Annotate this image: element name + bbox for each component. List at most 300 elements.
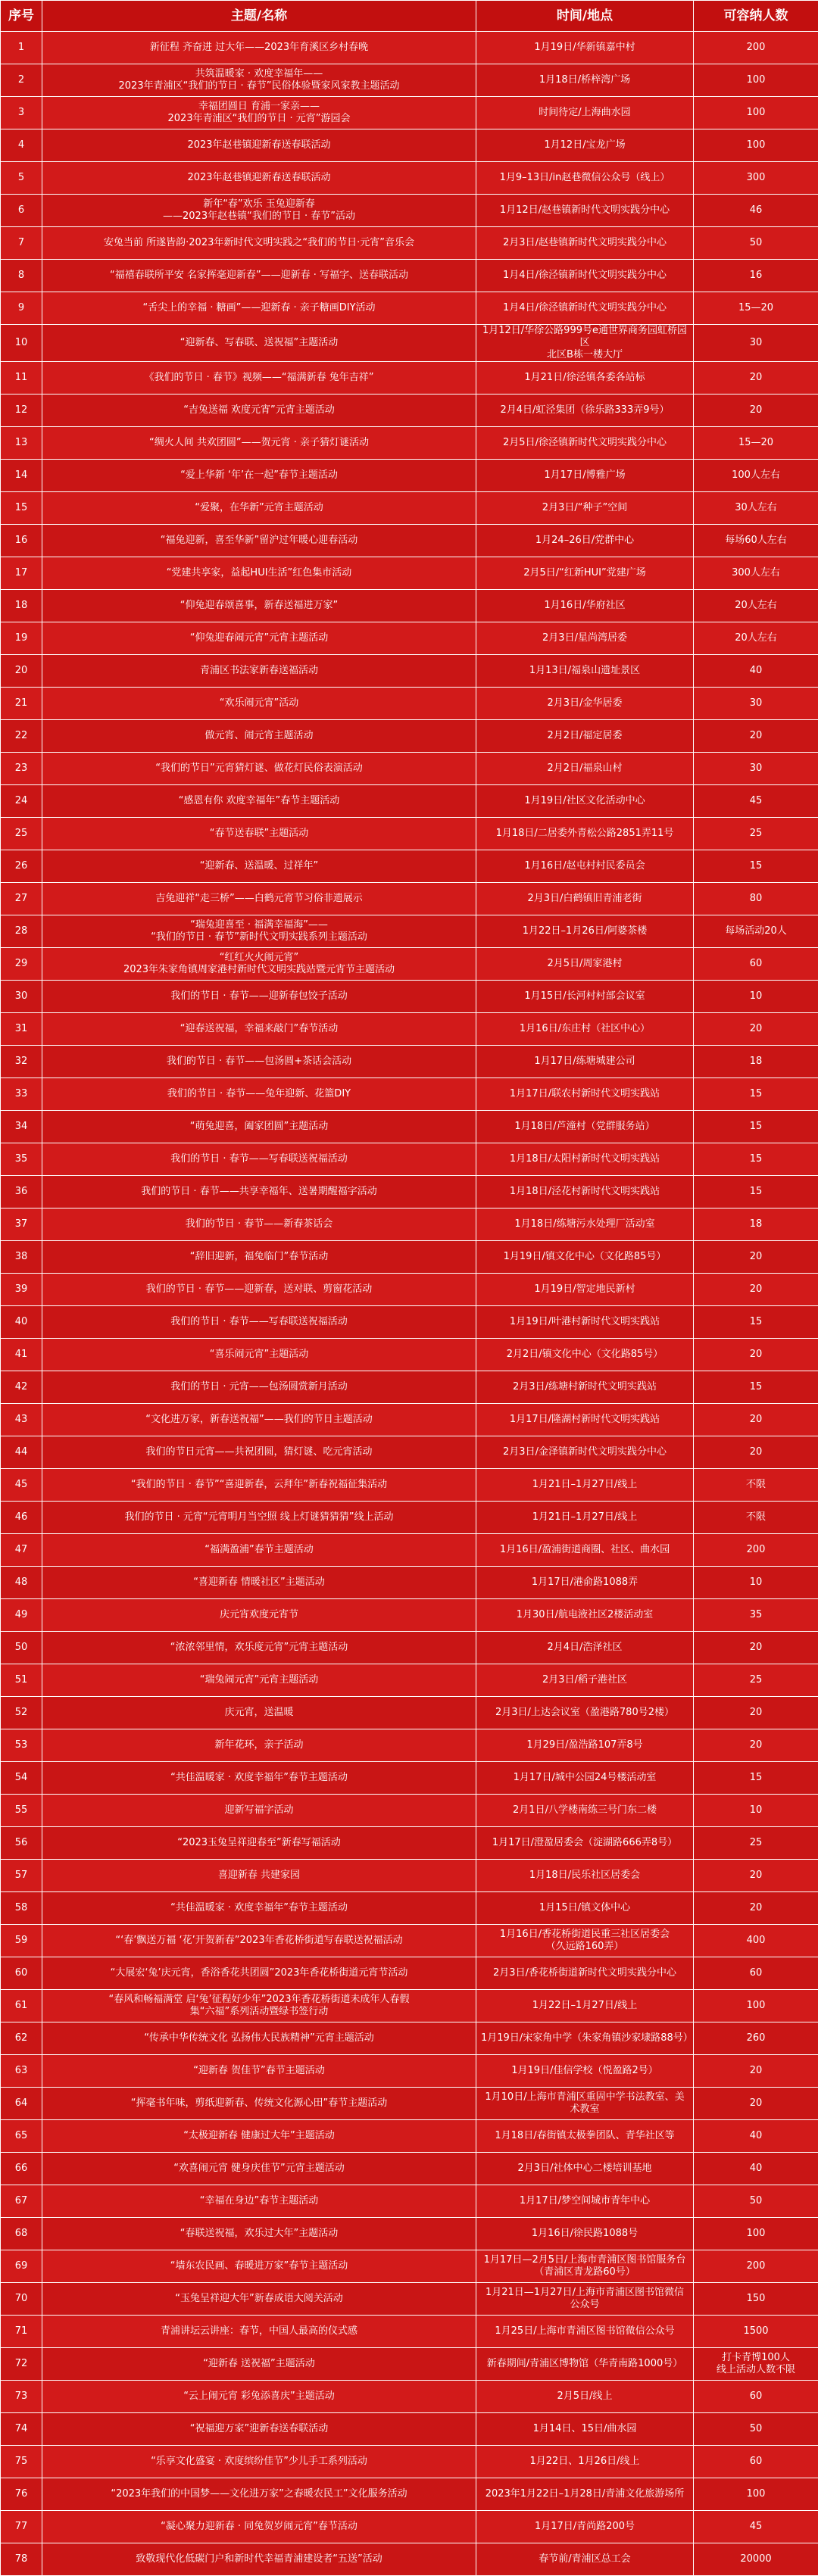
row-title-cell: “文化进万家，新春送祝福”——我们的节日主题活动 [42, 1404, 476, 1436]
row-capacity-cell: 15 [694, 1111, 818, 1143]
row-time-place-cell: 2月2日/镇文化中心（文化路85号） [476, 1339, 694, 1371]
table-row [1, 492, 818, 525]
row-title-cell: “太极迎新春 健康过大年”主题活动 [42, 2120, 476, 2153]
row-title-cell: 我们的节日 · 春节——迎新春包饺子活动 [42, 981, 476, 1013]
row-title-cell: 共筑温暖家 · 欢度幸福年—— 2023年青浦区“我们的节日 · 春节”民俗体验暨家风家教主题活动 [42, 64, 476, 97]
row-time-place-cell: 2月3日/香花桥街道新时代文明实践分中心 [476, 1957, 694, 1990]
row-title-cell: 青浦讲坛云讲座：春节，中国人最高的仪式感 [42, 2316, 476, 2348]
row-number-cell: 31 [1, 1013, 42, 1046]
row-time-place-cell: 1月22日–1月27日/线上 [476, 1990, 694, 2022]
table-row [1, 2446, 818, 2478]
row-time-place-cell: 1月18日/春街镇太极拳团队、青华社区等 [476, 2120, 694, 2153]
row-capacity-cell: 100 [694, 129, 818, 162]
row-capacity-cell: 20 [694, 1274, 818, 1306]
row-capacity-cell: 20 [694, 1729, 818, 1762]
row-number-cell: 42 [1, 1371, 42, 1404]
row-number-cell: 70 [1, 2283, 42, 2316]
table-row [1, 981, 818, 1013]
table-row [1, 1502, 818, 1534]
row-number-cell: 8 [1, 260, 42, 292]
row-title-cell: “绸火人间 共欢团圆”——贺元宵 · 亲子猜灯谜活动 [42, 427, 476, 460]
row-time-place-cell: 2月3日/上达会议室（盈港路780号2楼） [476, 1697, 694, 1729]
table-row [1, 1306, 818, 1339]
row-title-cell: “福兔迎新，喜至华新”留沪过年暖心迎春活动 [42, 525, 476, 557]
row-capacity-cell: 15 [694, 1306, 818, 1339]
row-title-cell: “我们的节日”元宵猜灯谜、做花灯民俗表演活动 [42, 753, 476, 785]
row-capacity-cell: 60 [694, 1957, 818, 1990]
row-capacity-cell: 16 [694, 260, 818, 292]
row-title-cell: “萌兔迎喜，阖家团圆”主题活动 [42, 1111, 476, 1143]
row-number-cell: 45 [1, 1469, 42, 1502]
row-capacity-cell: 1500 [694, 2316, 818, 2348]
table-row [1, 1632, 818, 1664]
table-row [1, 1469, 818, 1502]
row-capacity-cell: 30 [694, 753, 818, 785]
row-title-cell: 青浦区书法家新春送福活动 [42, 655, 476, 688]
row-capacity-cell: 20 [694, 1632, 818, 1664]
row-capacity-cell: 200 [694, 1534, 818, 1567]
row-title-cell: 庆元宵欢度元宵节 [42, 1599, 476, 1632]
row-title-cell: “祝福迎万家”迎新春送春联活动 [42, 2413, 476, 2446]
table-body [1, 32, 818, 2576]
row-time-place-cell: 2月4日/浩泽社区 [476, 1632, 694, 1664]
table-row [1, 1729, 818, 1762]
row-time-place-cell: 1月4日/徐泾镇新时代文明实践分中心 [476, 292, 694, 325]
row-capacity-cell: 30人左右 [694, 492, 818, 525]
row-time-place-cell: 1月19日/华新镇嘉中村 [476, 32, 694, 64]
row-title-cell: 幸福团圆日 育浦一家亲—— 2023年青浦区“我们的节日 · 元宵”游园会 [42, 97, 476, 129]
table-row [1, 1078, 818, 1111]
row-number-cell: 48 [1, 1567, 42, 1599]
row-title-cell: “2023年我们的中国梦——文化进万家”之春暖农民工”文化服务活动 [42, 2478, 476, 2511]
row-time-place-cell: 1月17日/城中公园24号楼活动室 [476, 1762, 694, 1795]
row-title-cell: “春节送春联”主题活动 [42, 818, 476, 850]
row-number-cell: 73 [1, 2381, 42, 2413]
row-time-place-cell: 1月19日/佳信学校（悦盈路2号） [476, 2055, 694, 2088]
table-row [1, 292, 818, 325]
row-time-place-cell: 2月2日/福泉山村 [476, 753, 694, 785]
row-title-cell: “红红火火闹元宵” 2023年朱家角镇周家港村新时代文明实践站暨元宵节主题活动 [42, 948, 476, 981]
row-title-cell: “‘春’飘送万福 ‘花’开贺新春”2023年香花桥街道写春联送祝福活动 [42, 1925, 476, 1957]
row-number-cell: 19 [1, 622, 42, 655]
header-title: 主题/名称 [42, 1, 476, 32]
table-row [1, 1860, 818, 1892]
table-row [1, 32, 818, 64]
row-time-place-cell: 1月18日/民乐社区居委会 [476, 1860, 694, 1892]
row-number-cell: 20 [1, 655, 42, 688]
row-title-cell: 新征程 齐奋进 过大年——2023年育溪区乡村春晚 [42, 32, 476, 64]
row-capacity-cell: 30 [694, 325, 818, 362]
row-time-place-cell: 1月16日/华府社区 [476, 590, 694, 622]
row-title-cell: “瑞兔迎喜至 · 福满幸福海”—— “我们的节日 · 春节”新时代文明实践系列主题活动 [42, 915, 476, 948]
row-time-place-cell: 2月3日/稻子港社区 [476, 1664, 694, 1697]
table-row [1, 1241, 818, 1274]
row-number-cell: 37 [1, 1208, 42, 1241]
row-number-cell: 17 [1, 557, 42, 590]
row-capacity-cell: 50 [694, 2185, 818, 2218]
table-row [1, 1762, 818, 1795]
row-time-place-cell: 2月3日/练塘村新时代文明实践站 [476, 1371, 694, 1404]
row-number-cell: 67 [1, 2185, 42, 2218]
row-capacity-cell: 20 [694, 395, 818, 427]
row-title-cell: 致敬现代化低碳门户和新时代幸福青浦建设者“五送”活动 [42, 2543, 476, 2576]
row-title-cell: “感恩有你 欢度幸福年”春节主题活动 [42, 785, 476, 818]
row-time-place-cell: 2月3日/社体中心二楼培训基地 [476, 2153, 694, 2185]
row-title-cell: “玉兔呈祥迎大年”新春成语大阅关活动 [42, 2283, 476, 2316]
table-row [1, 1013, 818, 1046]
table-row [1, 525, 818, 557]
table-row [1, 2543, 818, 2576]
row-time-place-cell: 1月18日/练塘污水处理厂活动室 [476, 1208, 694, 1241]
table-row [1, 2055, 818, 2088]
row-capacity-cell: 25 [694, 818, 818, 850]
row-capacity-cell: 60 [694, 948, 818, 981]
row-number-cell: 34 [1, 1111, 42, 1143]
table-row [1, 557, 818, 590]
row-capacity-cell: 20 [694, 1013, 818, 1046]
table-row [1, 2316, 818, 2348]
table-row [1, 2511, 818, 2543]
row-capacity-cell: 20人左右 [694, 590, 818, 622]
row-time-place-cell: 1月16日/盈浦街道商圈、社区、曲水园 [476, 1534, 694, 1567]
header-time-place: 时间/地点 [476, 1, 694, 32]
table-row [1, 1664, 818, 1697]
table-row [1, 1925, 818, 1957]
table-row [1, 1274, 818, 1306]
row-number-cell: 78 [1, 2543, 42, 2576]
row-capacity-cell: 10 [694, 981, 818, 1013]
table-row [1, 2283, 818, 2316]
table-row [1, 1827, 818, 1860]
row-time-place-cell: 1月17日/港俞路1088弄 [476, 1567, 694, 1599]
row-capacity-cell: 15 [694, 1176, 818, 1208]
row-title-cell: “欢乐闹元宵”活动 [42, 688, 476, 720]
table-row [1, 1534, 818, 1567]
row-time-place-cell: 新春期间/青浦区博物馆（华青南路1000号） [476, 2348, 694, 2381]
row-number-cell: 39 [1, 1274, 42, 1306]
row-number-cell: 72 [1, 2348, 42, 2381]
row-time-place-cell: 1月17日/澄盈居委会（淀湖路666弄8号） [476, 1827, 694, 1860]
row-capacity-cell: 20 [694, 1241, 818, 1274]
row-number-cell: 63 [1, 2055, 42, 2088]
row-title-cell: 我们的节日 · 元宵“元宵明月当空照 线上灯谜猜猜猜”线上活动 [42, 1502, 476, 1534]
table-row [1, 622, 818, 655]
row-time-place-cell: 2月2日/福定居委 [476, 720, 694, 753]
row-number-cell: 55 [1, 1795, 42, 1827]
row-capacity-cell: 50 [694, 227, 818, 260]
row-capacity-cell: 45 [694, 2511, 818, 2543]
row-time-place-cell: 1月16日/赵屯村村民委员会 [476, 850, 694, 883]
row-capacity-cell: 18 [694, 1046, 818, 1078]
row-capacity-cell: 15 [694, 850, 818, 883]
row-number-cell: 27 [1, 883, 42, 915]
row-number-cell: 62 [1, 2022, 42, 2055]
row-title-cell: 吉兔迎祥“走三桥”——白鹤元宵节习俗非遗展示 [42, 883, 476, 915]
row-time-place-cell: 1月18日/太阳村新时代文明实践站 [476, 1143, 694, 1176]
table-row [1, 850, 818, 883]
table-row [1, 785, 818, 818]
row-capacity-cell: 40 [694, 655, 818, 688]
table-row [1, 362, 818, 395]
row-title-cell: “2023玉兔呈祥迎春至”新春写福活动 [42, 1827, 476, 1860]
row-title-cell: “瑞兔闹元宵”元宵主题活动 [42, 1664, 476, 1697]
table-row [1, 227, 818, 260]
row-capacity-cell: 300 [694, 162, 818, 195]
row-number-cell: 33 [1, 1078, 42, 1111]
row-title-cell: “凝心聚力迎新春 · 同兔贺岁闹元宵”春节活动 [42, 2511, 476, 2543]
row-time-place-cell: 1月18日/桥梓湾广场 [476, 64, 694, 97]
row-time-place-cell: 1月17日/练塘城建公司 [476, 1046, 694, 1078]
row-number-cell: 18 [1, 590, 42, 622]
row-capacity-cell: 15—20 [694, 292, 818, 325]
row-number-cell: 57 [1, 1860, 42, 1892]
row-time-place-cell: 2月3日/赵巷镇新时代文明实践分中心 [476, 227, 694, 260]
row-number-cell: 44 [1, 1436, 42, 1469]
table-row [1, 460, 818, 492]
table-row [1, 2120, 818, 2153]
row-capacity-cell: 400 [694, 1925, 818, 1957]
row-time-place-cell: 1月16日/东庄村（社区中心） [476, 1013, 694, 1046]
row-time-place-cell: 1月29日/盈浩路107弄8号 [476, 1729, 694, 1762]
table-row [1, 2413, 818, 2446]
row-title-cell: “迎新春、写春联、送祝福”主题活动 [42, 325, 476, 362]
header-capacity: 可容纳人数 [694, 1, 818, 32]
row-capacity-cell: 20 [694, 720, 818, 753]
row-time-place-cell: 1月17日/隆湖村新时代文明实践站 [476, 1404, 694, 1436]
row-capacity-cell: 45 [694, 785, 818, 818]
row-capacity-cell: 30 [694, 688, 818, 720]
row-time-place-cell: 1月17日—2月5日/上海市青浦区图书馆服务台 （青浦区青龙路60号） [476, 2250, 694, 2283]
row-time-place-cell: 1月17日/青尚路200号 [476, 2511, 694, 2543]
row-capacity-cell: 300人左右 [694, 557, 818, 590]
row-number-cell: 32 [1, 1046, 42, 1078]
row-capacity-cell: 25 [694, 1664, 818, 1697]
row-title-cell: 做元宵、闹元宵主题活动 [42, 720, 476, 753]
row-title-cell: 我们的节日 · 春节——新春茶话会 [42, 1208, 476, 1241]
row-time-place-cell: 1月22日、1月26日/线上 [476, 2446, 694, 2478]
table-row [1, 1176, 818, 1208]
row-time-place-cell: 1月15日/长河村村部会议室 [476, 981, 694, 1013]
row-number-cell: 71 [1, 2316, 42, 2348]
row-capacity-cell: 46 [694, 195, 818, 227]
row-title-cell: “福禧春联所平安 名家挥毫迎新春”——迎新春 · 写福字、送春联活动 [42, 260, 476, 292]
row-title-cell: 新年“春”欢乐 玉兔迎新春 ——2023年赵巷镇“我们的节日 · 春节”活动 [42, 195, 476, 227]
row-capacity-cell: 80 [694, 883, 818, 915]
table-row [1, 948, 818, 981]
table-row [1, 915, 818, 948]
row-number-cell: 12 [1, 395, 42, 427]
row-time-place-cell: 1月12日/宝龙广场 [476, 129, 694, 162]
row-title-cell: “共佳温暖家 · 欢度幸福年”春节主题活动 [42, 1762, 476, 1795]
row-number-cell: 3 [1, 97, 42, 129]
header-row [1, 1, 818, 32]
table-row [1, 129, 818, 162]
row-number-cell: 14 [1, 460, 42, 492]
row-title-cell: “墙东农民画、春暖进万家”春节主题活动 [42, 2250, 476, 2283]
row-number-cell: 4 [1, 129, 42, 162]
header-no: 序号 [1, 1, 42, 32]
table-row [1, 2153, 818, 2185]
table-row [1, 1957, 818, 1990]
row-time-place-cell: 2月1日/八学楼南练三号门东二楼 [476, 1795, 694, 1827]
row-number-cell: 21 [1, 688, 42, 720]
table-row [1, 590, 818, 622]
row-title-cell: 安兔当前 所遂皆韵·2023年新时代文明实践之“我们的节日·元宵”音乐会 [42, 227, 476, 260]
table-row [1, 325, 818, 362]
row-capacity-cell: 60 [694, 2381, 818, 2413]
row-number-cell: 25 [1, 818, 42, 850]
row-title-cell: “仰兔迎春颂喜事，新春送福进万家” [42, 590, 476, 622]
row-title-cell: “舌尖上的幸福 · 糖画”——迎新春 · 亲子糖画DIY活动 [42, 292, 476, 325]
row-number-cell: 38 [1, 1241, 42, 1274]
row-capacity-cell: 15 [694, 1078, 818, 1111]
row-title-cell: “共佳温暖家 · 欢度幸福年”春节主题活动 [42, 1892, 476, 1925]
row-number-cell: 49 [1, 1599, 42, 1632]
row-number-cell: 16 [1, 525, 42, 557]
row-time-place-cell: 1月17日/博雅广场 [476, 460, 694, 492]
row-title-cell: 我们的节日 · 春节——写春联送祝福活动 [42, 1143, 476, 1176]
table-row [1, 1111, 818, 1143]
table-row [1, 1892, 818, 1925]
row-time-place-cell: 2月4日/虹泾集团（徐乐路333弄9号） [476, 395, 694, 427]
row-number-cell: 56 [1, 1827, 42, 1860]
row-number-cell: 29 [1, 948, 42, 981]
row-time-place-cell: 1月19日/叶港村新时代文明实践站 [476, 1306, 694, 1339]
row-title-cell: 我们的节日 · 春节——共享幸福年、送暑期醒福字活动 [42, 1176, 476, 1208]
row-capacity-cell: 打卡青博100人 线上活动人数不限 [694, 2348, 818, 2381]
row-title-cell: “迎新春 贺佳节”春节主题活动 [42, 2055, 476, 2088]
row-time-place-cell: 2月5日/“红新HUI”党建广场 [476, 557, 694, 590]
row-title-cell: “辞旧迎新，福兔临门”春节活动 [42, 1241, 476, 1274]
row-time-place-cell: 1月21日–1月27日/线上 [476, 1469, 694, 1502]
row-title-cell: “迎新春、送温暖、过祥年” [42, 850, 476, 883]
row-capacity-cell: 150 [694, 2283, 818, 2316]
row-time-place-cell: 1月18日/二居委外青松公路2851弄11号 [476, 818, 694, 850]
table-row [1, 818, 818, 850]
table-row [1, 2218, 818, 2250]
row-number-cell: 30 [1, 981, 42, 1013]
row-number-cell: 5 [1, 162, 42, 195]
row-time-place-cell: 1月16日/香花桥街道民重三社区居委会 （久远路160弄） [476, 1925, 694, 1957]
row-time-place-cell: 2月3日/金泽镇新时代文明实践分中心 [476, 1436, 694, 1469]
row-capacity-cell: 100 [694, 2218, 818, 2250]
row-time-place-cell: 1月15日/镇文体中心 [476, 1892, 694, 1925]
row-capacity-cell: 100 [694, 1990, 818, 2022]
row-time-place-cell: 1月30日/航电液社区2楼活动室 [476, 1599, 694, 1632]
row-title-cell: “喜迎新春 情暖社区”主题活动 [42, 1567, 476, 1599]
row-time-place-cell: 1月24–26日/党群中心 [476, 525, 694, 557]
row-title-cell: “爱上华新 ‘年’在一起”春节主题活动 [42, 460, 476, 492]
row-time-place-cell: 春节前/青浦区总工会 [476, 2543, 694, 2576]
row-title-cell: 2023年赵巷镇迎新春送春联活动 [42, 162, 476, 195]
table-row [1, 688, 818, 720]
table-row [1, 2348, 818, 2381]
row-time-place-cell: 2月3日/“种子”空间 [476, 492, 694, 525]
row-title-cell: 《我们的节日 · 春节》视频——“福满新春 兔年吉祥” [42, 362, 476, 395]
row-time-place-cell: 1月19日/社区文化活动中心 [476, 785, 694, 818]
row-number-cell: 26 [1, 850, 42, 883]
row-number-cell: 76 [1, 2478, 42, 2511]
row-number-cell: 15 [1, 492, 42, 525]
row-capacity-cell: 100人左右 [694, 460, 818, 492]
row-capacity-cell: 15—20 [694, 427, 818, 460]
row-time-place-cell: 1月21日—1月27日/上海市青浦区图书馆微信公众号 [476, 2283, 694, 2316]
row-title-cell: “迎新春 送祝福”主题活动 [42, 2348, 476, 2381]
row-capacity-cell: 20人左右 [694, 622, 818, 655]
row-number-cell: 1 [1, 32, 42, 64]
row-title-cell: 我们的节日 · 春节——包汤圆+茶话会活动 [42, 1046, 476, 1078]
row-title-cell: 我们的节日 · 春节——迎新春，送对联、剪窗花活动 [42, 1274, 476, 1306]
row-time-place-cell: 1月18日/泾花村新时代文明实践站 [476, 1176, 694, 1208]
row-number-cell: 36 [1, 1176, 42, 1208]
row-number-cell: 11 [1, 362, 42, 395]
table-row [1, 1046, 818, 1078]
table-row [1, 1371, 818, 1404]
row-title-cell: 庆元宵，送温暖 [42, 1697, 476, 1729]
row-number-cell: 10 [1, 325, 42, 362]
row-time-place-cell: 2月5日/徐泾镇新时代文明实践分中心 [476, 427, 694, 460]
table-row [1, 195, 818, 227]
table-row [1, 64, 818, 97]
row-number-cell: 58 [1, 1892, 42, 1925]
row-time-place-cell: 1月14日、15日/曲水园 [476, 2413, 694, 2446]
row-title-cell: “传承中华传统文化 弘扬伟大民族精神”元宵主题活动 [42, 2022, 476, 2055]
row-capacity-cell: 15 [694, 1371, 818, 1404]
row-number-cell: 40 [1, 1306, 42, 1339]
row-capacity-cell: 20 [694, 2088, 818, 2120]
row-number-cell: 41 [1, 1339, 42, 1371]
row-title-cell: “大展宏‘兔’庆元宵，香浴香花共团圆”2023年香花桥街道元宵节活动 [42, 1957, 476, 1990]
row-capacity-cell: 20 [694, 362, 818, 395]
row-title-cell: “福满盈浦”春节主题活动 [42, 1534, 476, 1567]
row-number-cell: 13 [1, 427, 42, 460]
row-time-place-cell: 1月22日–1月26日/阿婆茶楼 [476, 915, 694, 948]
row-time-place-cell: 1月19日/宋家角中学（朱家角镇沙家埭路88号） [476, 2022, 694, 2055]
row-capacity-cell: 每场活动20人 [694, 915, 818, 948]
row-capacity-cell: 每场60人左右 [694, 525, 818, 557]
row-number-cell: 69 [1, 2250, 42, 2283]
table-row [1, 655, 818, 688]
table-row [1, 720, 818, 753]
row-time-place-cell: 1月13日/福泉山遗址景区 [476, 655, 694, 688]
row-number-cell: 2 [1, 64, 42, 97]
row-time-place-cell: 1月12日/华徐公路999号e通世界商务园虹桥园区 北区B栋一楼大厅 [476, 325, 694, 362]
table-row [1, 427, 818, 460]
row-number-cell: 7 [1, 227, 42, 260]
table-row [1, 1795, 818, 1827]
row-time-place-cell: 1月16日/徐民路1088号 [476, 2218, 694, 2250]
row-capacity-cell: 10 [694, 1795, 818, 1827]
row-capacity-cell: 20 [694, 1436, 818, 1469]
table-row [1, 1697, 818, 1729]
table-row [1, 1436, 818, 1469]
row-time-place-cell: 1月17日/联农村新时代文明实践站 [476, 1078, 694, 1111]
row-time-place-cell: 1月21日–1月27日/线上 [476, 1502, 694, 1534]
row-number-cell: 43 [1, 1404, 42, 1436]
row-time-place-cell: 1月10日/上海市青浦区重固中学书法教室、美术教室 [476, 2088, 694, 2120]
row-capacity-cell: 100 [694, 2478, 818, 2511]
row-title-cell: “喜乐闹元宵”主题活动 [42, 1339, 476, 1371]
table-row [1, 1990, 818, 2022]
row-capacity-cell: 15 [694, 1762, 818, 1795]
table-row [1, 97, 818, 129]
row-number-cell: 28 [1, 915, 42, 948]
row-title-cell: 我们的节日 · 春节——写春联送祝福活动 [42, 1306, 476, 1339]
row-number-cell: 52 [1, 1697, 42, 1729]
row-time-place-cell: 2月3日/金华居委 [476, 688, 694, 720]
row-number-cell: 75 [1, 2446, 42, 2478]
table-row [1, 2381, 818, 2413]
